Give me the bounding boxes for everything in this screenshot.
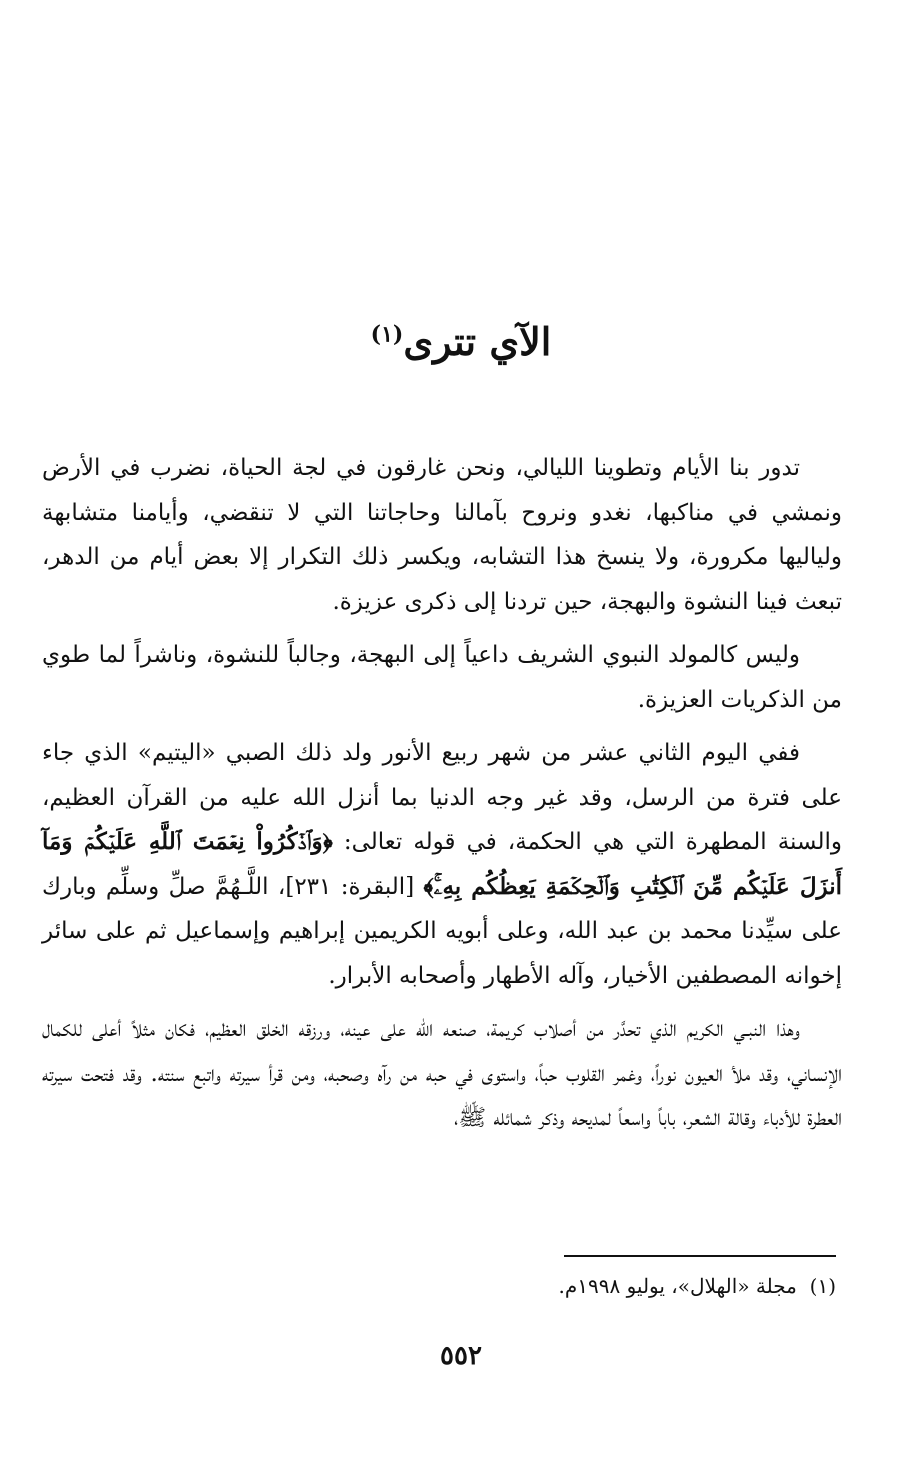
paragraph-4: وهذا النبـي الكريم الذي تحدَّر من أصلاب كريمة، صنعه الله على عينه، ورزقه الخلق العظيم، فكان مثلاً أعلى للكمال الإنساني، وقد ملأ العيون نوراً، وغمر القلوب حباً، واستوى في حبه من رآه وصحبه، ومن قرأ سيرته واتبع سنته. وقد فتحت سيرته العطرة للأدباء وقالة الشعر، باباً واسعاً لمديحه وذكر شمائله ﷺ، [42, 1016, 842, 1131]
paragraph-3-after-verse: [البقرة: ٢٣١]، اللَّـهُمَّ صلِّ وسلِّم وبارك على سيِّدنا محمد بن عبد الله، وعلى أبويه الكريمين إبراهيم وإسماعيل ثم على سائر إخوانه المصطفين الأخيار، وآله الأطهار وأصحابه الأبرار. [42, 873, 842, 989]
footnote-number: (١) [809, 1274, 836, 1298]
footnote-divider [564, 1255, 836, 1257]
footnote [136, 1266, 836, 1306]
title-text: الآي تترى [403, 319, 552, 364]
page-title [0, 312, 922, 372]
body-text [42, 446, 842, 1150]
paragraph-1: تدور بنا الأيام وتطوينا الليالي، ونحن غارقون في لجة الحياة، نضرب في الأرض ونمشي في مناكبها، نغدو ونروح بآمالنا وحاجاتنا التي لا تنقضي، وأيامنا متشابهة ولياليها مكرورة، ولا ينسخ هذا التشابه، ويكسر ذلك التكرار إلا بعض أيام من الدهر، تبعث فينا النشوة والبهجة، حين تردنا إلى ذكرى عزيزة. [42, 455, 842, 615]
paragraph-3 [42, 731, 842, 998]
quran-verse: ﴿وَٱذۡكُرُواْ نِعۡمَتَ ٱللَّهِ عَلَيۡكُمۡ وَمَآ أَنزَلَ عَلَيۡكُم مِّنَ ٱلۡكِتَٰبِ وَٱلۡحِكۡمَةِ يَعِظُكُم بِهِۦۚ﴾ [42, 828, 843, 900]
paragraph-3-before-verse: ففي اليوم الثاني عشر من شهر ربيع الأنور ولد ذلك الصبي «اليتيم» الذي جاء على فترة من الرسل، وقد غير وجه الدنيا بما أنزل الله عليه من القرآن العظيم، والسنة المطهرة التي هي الحكمة، في قوله تعالى: [42, 740, 842, 855]
title-footnote-ref: (١) [370, 321, 404, 348]
paragraph-2: وليس كالمولد النبوي الشريف داعياً إلى البهجة، وجالباً للنشوة، وناشراً لما طوي من الذكريات العزيزة. [42, 642, 842, 713]
footnote-text: مجلة «الهلال»، يوليو ١٩٩٨م. [558, 1274, 797, 1298]
page-number: ٥٥٢ [440, 1341, 482, 1371]
